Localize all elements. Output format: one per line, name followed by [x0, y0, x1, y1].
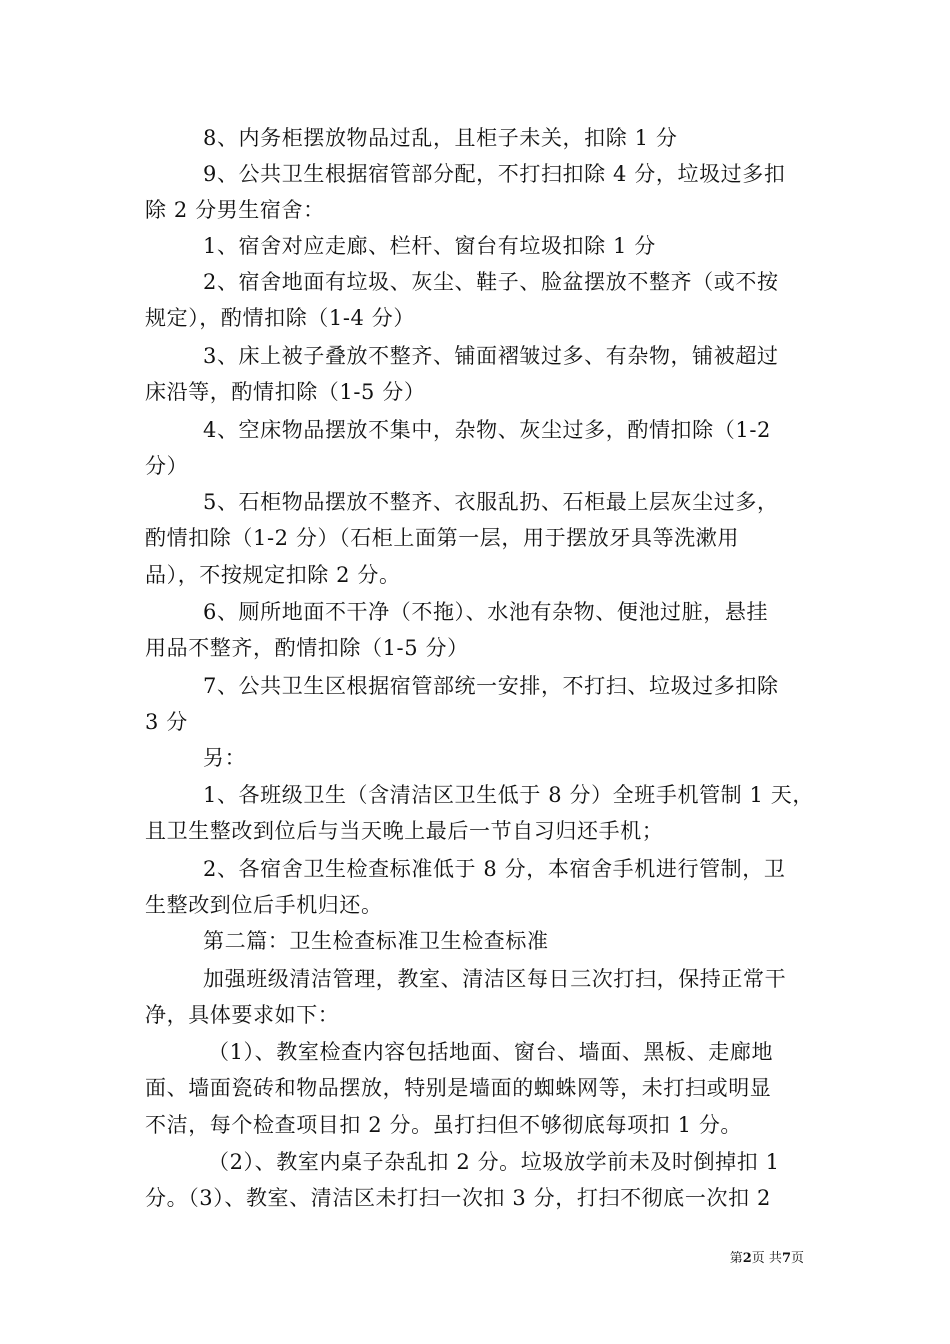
section-heading: 第二篇：卫生检查标准卫生检查标准 — [203, 929, 549, 953]
text-line: 不洁，每个检查项目扣 2 分。虽打扫但不够彻底每项扣 1 分。 — [145, 1113, 743, 1137]
text-line: 3、床上被子叠放不整齐、铺面褶皱过多、有杂物，铺被超过 — [203, 344, 779, 368]
text-line: 规定），酌情扣除（1-4 分） — [145, 306, 415, 330]
text-line: 1、各班级卫生（含清洁区卫生低于 8 分）全班手机管制 1 天， — [203, 783, 814, 807]
text-line: 酌情扣除（1-2 分）（石柜上面第一层，用于摆放牙具等洗漱用 — [145, 526, 739, 550]
text-line: 6、厕所地面不干净（不拖）、水池有杂物、便池过脏，悬挂 — [203, 600, 769, 624]
text-line: 除 2 分男生宿舍： — [145, 198, 325, 222]
text-line: 9、公共卫生根据宿管部分配，不打扫扣除 4 分，垃圾过多扣 — [203, 162, 786, 186]
footer-prefix: 第 — [729, 1251, 743, 1266]
text-line: 3 分 — [145, 710, 188, 734]
text-line: 8、内务柜摆放物品过乱，且柜子未关，扣除 1 分 — [203, 126, 678, 150]
text-line: （2）、教室内桌子杂乱扣 2 分。垃圾放学前未及时倒掉扣 1 — [208, 1150, 780, 1174]
current-page-number: 2 — [742, 1251, 752, 1266]
text-line: 床沿等，酌情扣除（1-5 分） — [145, 380, 426, 404]
text-line: 4、空床物品摆放不集中，杂物、灰尘过多，酌情扣除（1-2 — [203, 418, 771, 442]
text-line: 且卫生整改到位后与当天晚上最后一节自习归还手机； — [145, 819, 664, 843]
text-line: 用品不整齐，酌情扣除（1-5 分） — [145, 636, 469, 660]
text-line: 生整改到位后手机归还。 — [145, 893, 383, 917]
text-line: 分。（3）、教室、清洁区未打扫一次扣 3 分，打扫不彻底一次扣 2 — [145, 1186, 771, 1210]
text-line: （1）、教室检查内容包括地面、窗台、墙面、黑板、走廊地 — [208, 1040, 774, 1064]
text-line: 1、宿舍对应走廊、栏杆、窗台有垃圾扣除 1 分 — [203, 234, 656, 258]
text-line: 另： — [203, 746, 247, 770]
text-line: 分） — [145, 454, 189, 478]
footer-middle: 页 共 — [751, 1251, 782, 1266]
text-line: 面、墙面瓷砖和物品摆放，特别是墙面的蜘蛛网等，未打扫或明显 — [145, 1076, 772, 1100]
footer-suffix: 页 — [790, 1251, 804, 1266]
text-line: 加强班级清洁管理，教室、清洁区每日三次打扫，保持正常干 — [203, 967, 787, 991]
text-line: 5、石柜物品摆放不整齐、衣服乱扔、石柜最上层灰尘过多， — [203, 490, 779, 514]
text-line: 品），不按规定扣除 2 分。 — [145, 563, 401, 587]
page-number-footer — [730, 1250, 804, 1268]
total-page-count: 7 — [781, 1251, 791, 1266]
text-line: 净，具体要求如下： — [145, 1003, 340, 1027]
text-line: 2、宿舍地面有垃圾、灰尘、鞋子、脸盆摆放不整齐（或不按 — [203, 270, 779, 294]
text-line: 7、公共卫生区根据宿管部统一安排，不打扫、垃圾过多扣除 — [203, 674, 779, 698]
text-line: 2、各宿舍卫生检查标准低于 8 分，本宿舍手机进行管制，卫 — [203, 857, 786, 881]
